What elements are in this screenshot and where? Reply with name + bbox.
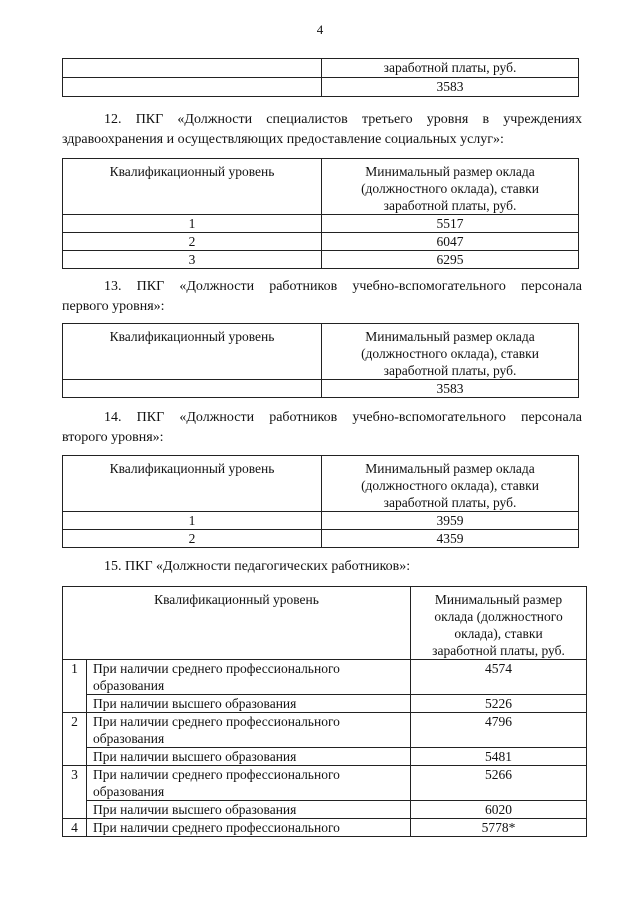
section-14-heading: 14. ПКГ «Должности работников учебно-вспомогательного персонала [104, 410, 582, 425]
table-row: 3583 [63, 380, 579, 398]
column-header-level: Квалификационный уровень [63, 159, 322, 215]
section-13-heading: 13. ПКГ «Должности работников учебно-вспомогательного персонала [104, 279, 582, 294]
table-row: 1 При наличии среднего профессионального образования 4574 [63, 660, 587, 695]
section-13-heading-cont: первого уровня»: [62, 299, 165, 314]
section-14-table [62, 455, 579, 548]
table-header-cell: заработной платы, руб. [322, 59, 579, 78]
section-12-table [62, 158, 579, 269]
section-15-heading: 15. ПКГ «Должности педагогических работников»: [104, 559, 411, 574]
column-header-salary: Минимальный размер оклада (должностного оклада), ставки заработной платы, руб. [322, 456, 579, 512]
table-row: 2 6047 [63, 233, 579, 251]
table-row: При наличии высшего образования 5481 [63, 748, 587, 766]
table-row: 3 6295 [63, 251, 579, 269]
column-header-salary: Минимальный размер оклада (должностного оклада), ставки заработной платы, руб. [322, 324, 579, 380]
table-row: При наличии высшего образования 5226 [63, 695, 587, 713]
table-row: При наличии высшего образования 6020 [63, 801, 587, 819]
table-row: 4 При наличии среднего профессионального 5778* [63, 819, 587, 837]
table-row: 2 4359 [63, 530, 579, 548]
level-number: 4 [63, 819, 87, 837]
column-header-level: Квалификационный уровень [63, 324, 322, 380]
top-fragment-table [62, 58, 579, 97]
section-13-table [62, 323, 579, 398]
salary-value: 3583 [322, 78, 579, 97]
section-12-heading-cont: здравоохранения и осуществляющих предоставление социальных услуг»: [62, 132, 504, 147]
level-number: 3 [63, 766, 87, 819]
column-header-salary: Минимальный размер оклада (должностного оклада), ставки заработной платы, руб. [322, 159, 579, 215]
table-row: 1 3959 [63, 512, 579, 530]
table-row: 2 При наличии среднего профессионального образования 4796 [63, 713, 587, 748]
column-header-salary: Минимальный размер оклада (должностного оклада), ставки заработной платы, руб. [411, 587, 587, 660]
section-12-heading: 12. ПКГ «Должности специалистов третьего уровня в учреждениях [104, 112, 582, 127]
section-15-table [62, 586, 587, 837]
table-row: 1 5517 [63, 215, 579, 233]
column-header-level: Квалификационный уровень [63, 456, 322, 512]
level-number: 1 [63, 660, 87, 713]
page-number: 4 [316, 22, 324, 37]
section-14-heading-cont: второго уровня»: [62, 430, 164, 445]
table-row: 3 При наличии среднего профессионального образования 5266 [63, 766, 587, 801]
level-number: 2 [63, 713, 87, 766]
column-header-level: Квалификационный уровень [63, 587, 411, 660]
